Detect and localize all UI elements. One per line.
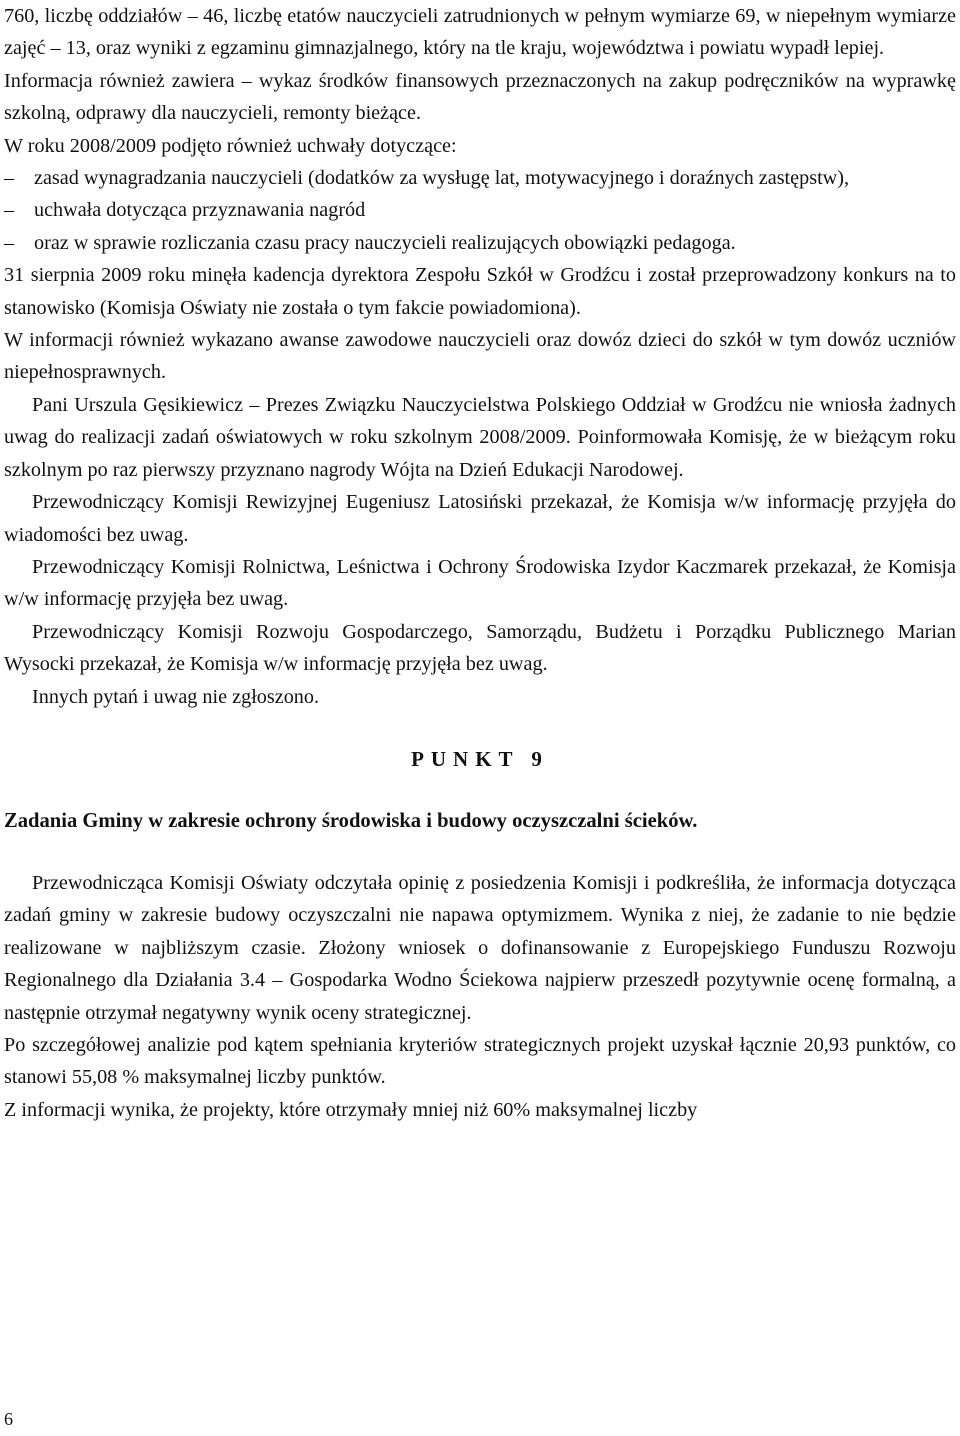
bullet-list (4, 162, 956, 259)
section-title: Zadania Gminy w zakresie ochrony środowiska i budowy oczyszczalni ścieków. (4, 809, 698, 832)
spacer (4, 837, 956, 867)
paragraph: Z informacji wynika, że projekty, które otrzymały mniej niż 60% maksymalnej liczby (4, 1098, 698, 1121)
paragraph: 760, liczbę oddziałów – 46, liczbę etatów nauczycieli zatrudnionych w pełnym wymiarze 69, w niepełnym wymiarze zajęć – 13, oraz wyniki z egzaminu gimnazjalnego, który na tle kraju, województwa i powiatu wypadł lepiej. (4, 5, 956, 60)
dash-bullet: – (4, 199, 15, 222)
paragraph: 31 sierpnia 2009 roku minęła kadencja dyrektora Zespołu Szkół w Grodźcu i został przeprowadzony konkurs na to stanowisko (Komisja Oświaty nie została o tym fakcie powiadomiona). (4, 264, 956, 319)
paragraph: Przewodniczący Komisji Rolnictwa, Leśnictwa i Ochrony Środowiska Izydor Kaczmarek przekazał, że Komisja w/w informację przyjęła bez uwag. (4, 555, 956, 611)
paragraph: Przewodniczący Komisji Rozwoju Gospodarczego, Samorządu, Budżetu i Porządku Publicznego Marian Wysocki przekazał, że Komisja w/w informację przyjęła bez uwag. (4, 620, 956, 676)
paragraph: Przewodniczący Komisji Rewizyjnej Eugeniusz Latosiński przekazał, że Komisja w/w informację przyjęła do wiadomości bez uwag. (4, 491, 956, 546)
paragraph: W informacji również wykazano awanse zawodowe nauczycieli oraz dowóz dzieci do szkół w tym dowóz uczniów niepełnosprawnych. (4, 329, 956, 384)
section-heading: PUNKT 9 (411, 746, 549, 771)
list-item-text: uchwała dotycząca przyznawania nagród (34, 199, 366, 222)
paragraph: Informacja również zawiera – wykaz środków finansowych przeznaczonych na zakup podręczników na wyprawkę szkolną, odprawy dla nauczycieli, remonty bieżące. (4, 69, 956, 125)
paragraph: W roku 2008/2009 podjęto również uchwały dotyczące: (4, 134, 457, 157)
list-item-text: zasad wynagradzania nauczycieli (dodatków za wysługę lat, motywacyjnego i doraźnych zastępstw), (34, 167, 850, 190)
list-item-text: oraz w sprawie rozliczania czasu pracy nauczycieli realizujących obowiązki pedagoga. (34, 231, 736, 254)
spacer (4, 775, 956, 805)
list-item (4, 162, 956, 194)
spacer (4, 713, 956, 743)
paragraph: Pani Urszula Gęsikiewicz – Prezes Związku Nauczycielstwa Polskiego Oddział w Grodźcu nie wniosła żadnych uwag do realizacji zadań oświatowych w roku szkolnym 2008/2009. Poinformowała Komisję, że w bieżącym roku szkolnym po raz pierwszy przyznano nagrody Wójta na Dzień Edukacji Narodowej. (4, 393, 956, 481)
list-item (4, 194, 956, 226)
page-number: 6 (4, 1409, 13, 1429)
document-page (4, 0, 956, 1126)
dash-bullet: – (4, 231, 15, 254)
paragraph: Innych pytań i uwag nie zgłoszono. (32, 685, 320, 708)
list-item (4, 227, 956, 259)
paragraph: Przewodnicząca Komisji Oświaty odczytała opinię z posiedzenia Komisji i podkreśliła, że informacja dotycząca zadań gminy w zakresie budowy oczyszczalni nie napawa optymizmem. Wynika z niej, że zadanie to nie będzie realizowane w najbliższym czasie. Złożony wniosek o dofinansowanie z Europejskiego Funduszu Rozwoju Regionalnego dla Działania 3.4 – Gospodarka Wodno Ściekowa najpierw przeszedł pozytywnie ocenę formalną, a następnie otrzymał negatywny wynik oceny strategicznej. (4, 871, 956, 1024)
paragraph: Po szczegółowej analizie pod kątem spełniania kryteriów strategicznych projekt uzyskał łącznie 20,93 punktów, co stanowi 55,08 % maksymalnej liczby punktów. (4, 1033, 956, 1089)
dash-bullet: – (4, 167, 15, 190)
